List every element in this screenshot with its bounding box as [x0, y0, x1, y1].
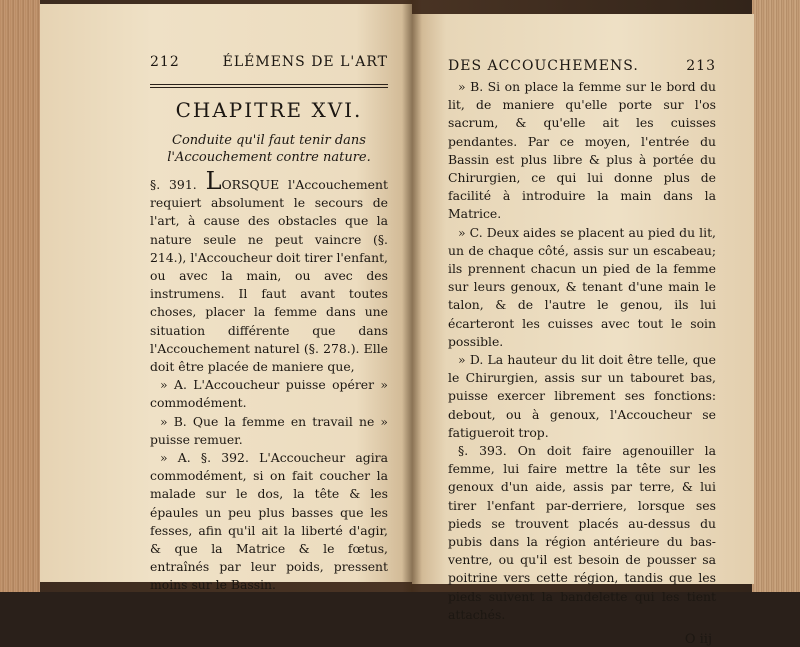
book-gutter — [402, 0, 422, 592]
drop-cap: L — [205, 167, 222, 195]
paragraph-392: » A. §. 392. L'Accoucheur agira commodément, si on fait coucher la malade sur le dos, la tête & les épaules un peu plus basses que les fesses, afin qu'il ait la liberté d'agir, & que la Matrice & le fœtus, entraînés par leur poids, pressent moins sur le Bassin. — [150, 450, 388, 593]
chapter-subtitle: Conduite qu'il faut tenir dans l'Accouchement contre nature. — [167, 133, 371, 165]
paragraph-391 — [150, 167, 388, 376]
paragraph-c: » C. Deux aides se placent au pied du lit, un de chaque côté, assis sur un escabeau; ils prennent chacun un pied de la femme sur leurs genoux, & tenant d'une main le talon, & de l'autre le genou, ils lui écarteront les cuisses avec tout le soin possible. — [448, 224, 716, 349]
chapter-title: CHAPITRE XVI. — [175, 98, 363, 122]
right-body-text — [448, 78, 716, 624]
left-page-edges — [0, 0, 40, 592]
paragraph-b: » B. Si on place la femme sur le bord du lit, de maniere qu'elle porte sur l'os sacrum, & qu'elle ait les cuisses pendantes. Par ce moyen, l'entrée du Bassin est plus libre & plus à portée du Chirurgien, ce qui lui donne plus de facilité à introduire la main dans la Matrice. — [448, 79, 716, 222]
right-header-title: DES ACCOUCHEMENS. — [448, 58, 639, 74]
section-number: §. 391. — [150, 177, 197, 192]
item-b: » B. Que la femme en travail ne » puisse remuer. — [150, 413, 388, 447]
paragraph-393: §. 393. On doit faire agenouiller la femme, lui faire mettre la tête sur les genoux d'un aide, assis par terre, & lui tirer l'enfant par-derriere, lorsque ses pieds se trouvent placés au-dessus du pubis dans la région antérieure du bas-ventre, ou qu'il est besoin de pousser sa poitrine vers cette région, tandis que les pieds suivent la bandelette qui les tient attachés. — [448, 443, 716, 622]
right-page-number: 213 — [686, 58, 716, 74]
right-running-header — [448, 58, 716, 74]
left-page — [40, 4, 412, 593]
left-running-header — [150, 54, 388, 70]
left-body-text — [150, 167, 388, 595]
right-page-edges — [752, 0, 800, 592]
left-page-number: 212 — [150, 54, 180, 70]
item-a: » A. L'Accoucheur puisse opérer » commodément. — [150, 377, 388, 411]
right-page — [412, 14, 754, 647]
header-rule — [150, 84, 388, 88]
signature-mark: O iij — [684, 632, 712, 647]
paragraph-391-text: ORSQUE l'Accouchement requiert absolument le secours de l'art, à cause des obstacles que la nature seule ne peut vaincre (§. 214.), l'Accoucheur doit tirer l'enfant, ou avec la main, ou avec des instrumens. Il faut avant toutes choses, placer la femme dans une situation différente que dans l'Accouchement naturel (§. 278.). Elle doit être placée de maniere que, — [150, 177, 388, 375]
left-header-title: ÉLÉMENS DE L'ART — [222, 54, 388, 70]
paragraph-d: » D. La hauteur du lit doit être telle, que le Chirurgien, assis sur un tabouret bas, puisse exercer librement ses fonctions: debout, ou à genoux, l'Accoucheur se fatigueroit trop. — [448, 352, 716, 440]
